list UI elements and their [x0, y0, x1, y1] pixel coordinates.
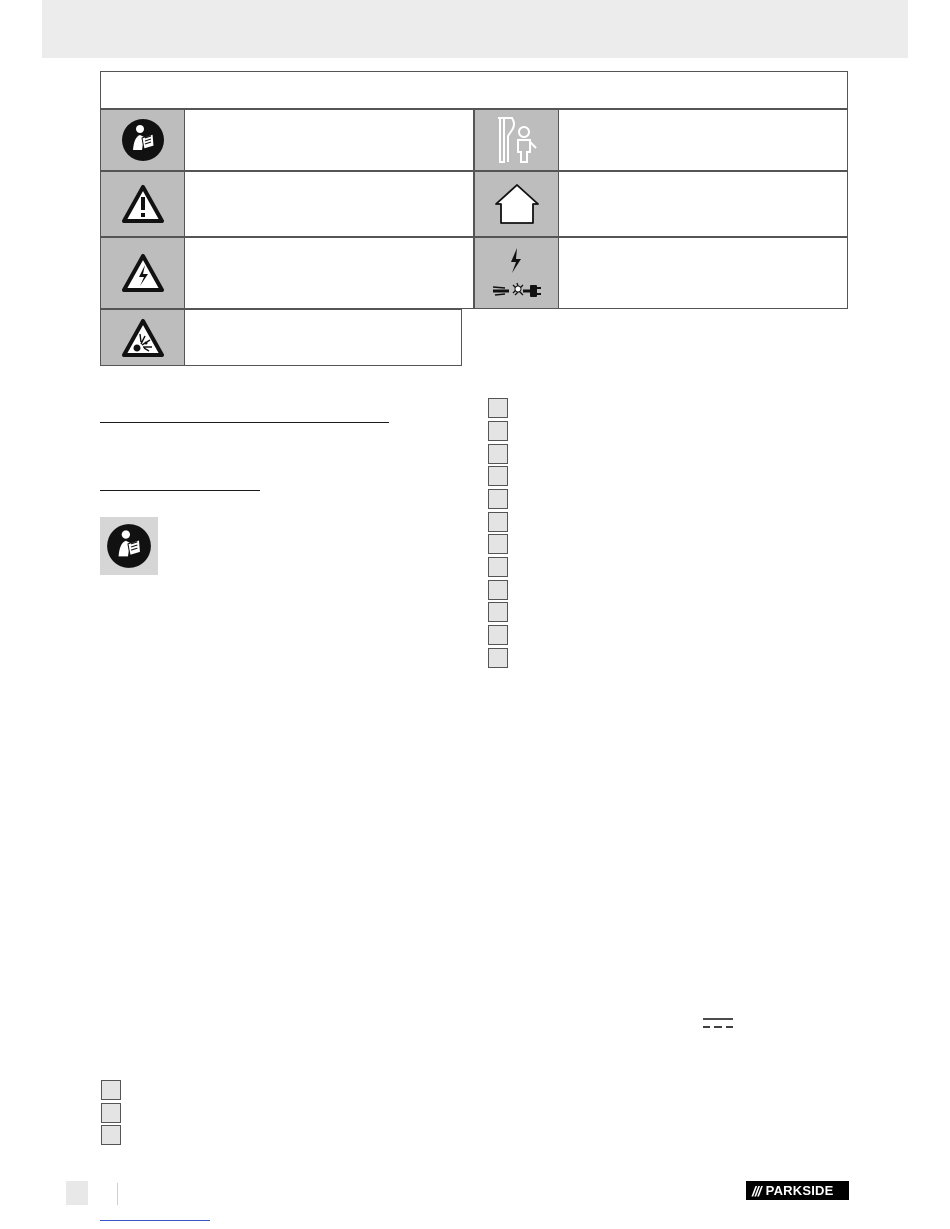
- part-number-box: [488, 557, 508, 577]
- indoor-use-house-icon: [492, 182, 542, 226]
- part-number-box: [488, 625, 508, 645]
- part-number-box: [488, 466, 508, 486]
- part-number-box: [101, 1080, 121, 1100]
- child-safety-icon: [494, 114, 540, 166]
- legend-cell-indoor-use: [474, 171, 848, 237]
- legend-cell-explosion: [100, 309, 462, 366]
- brand-logo: [746, 1181, 849, 1200]
- part-number-box: [488, 421, 508, 441]
- part-number-box: [101, 1103, 121, 1123]
- legend-cell-read-manual: [100, 109, 474, 171]
- section-heading-rule: [100, 422, 389, 423]
- part-number-box: [488, 534, 508, 554]
- part-number-box: [488, 398, 508, 418]
- part-number-box: [488, 648, 508, 668]
- footer-divider: [117, 1183, 118, 1205]
- damaged-cable-plug-icon: [491, 245, 543, 301]
- electric-shock-warning-icon: [121, 253, 165, 293]
- footer-link[interactable]: [100, 1220, 210, 1221]
- legend-cell-electric-shock: [100, 237, 474, 309]
- part-number-box: [488, 444, 508, 464]
- subsection-heading-rule: [100, 490, 260, 491]
- part-number-box: [101, 1125, 121, 1145]
- read-manual-icon: [105, 522, 153, 570]
- part-number-box: [488, 512, 508, 532]
- legend-cell-child-safety: [474, 109, 848, 171]
- part-number-box: [488, 489, 508, 509]
- direct-current-icon: [702, 1016, 734, 1030]
- read-manual-note-box: [100, 517, 158, 575]
- legend-cell-warning: [100, 171, 474, 237]
- page-number-box: [66, 1181, 88, 1205]
- part-number-box: [488, 580, 508, 600]
- brand-name: PARKSIDE: [765, 1183, 834, 1198]
- header-band: [42, 0, 908, 58]
- warning-triangle-icon: [121, 184, 165, 224]
- symbol-legend-table: [100, 71, 848, 366]
- legend-cell-damaged-cable: [474, 237, 848, 309]
- part-number-box: [488, 602, 508, 622]
- brand-slashes: ///: [752, 1182, 761, 1199]
- explosion-hazard-icon: [121, 318, 165, 358]
- legend-title-row: [100, 71, 848, 109]
- read-manual-icon: [120, 117, 166, 163]
